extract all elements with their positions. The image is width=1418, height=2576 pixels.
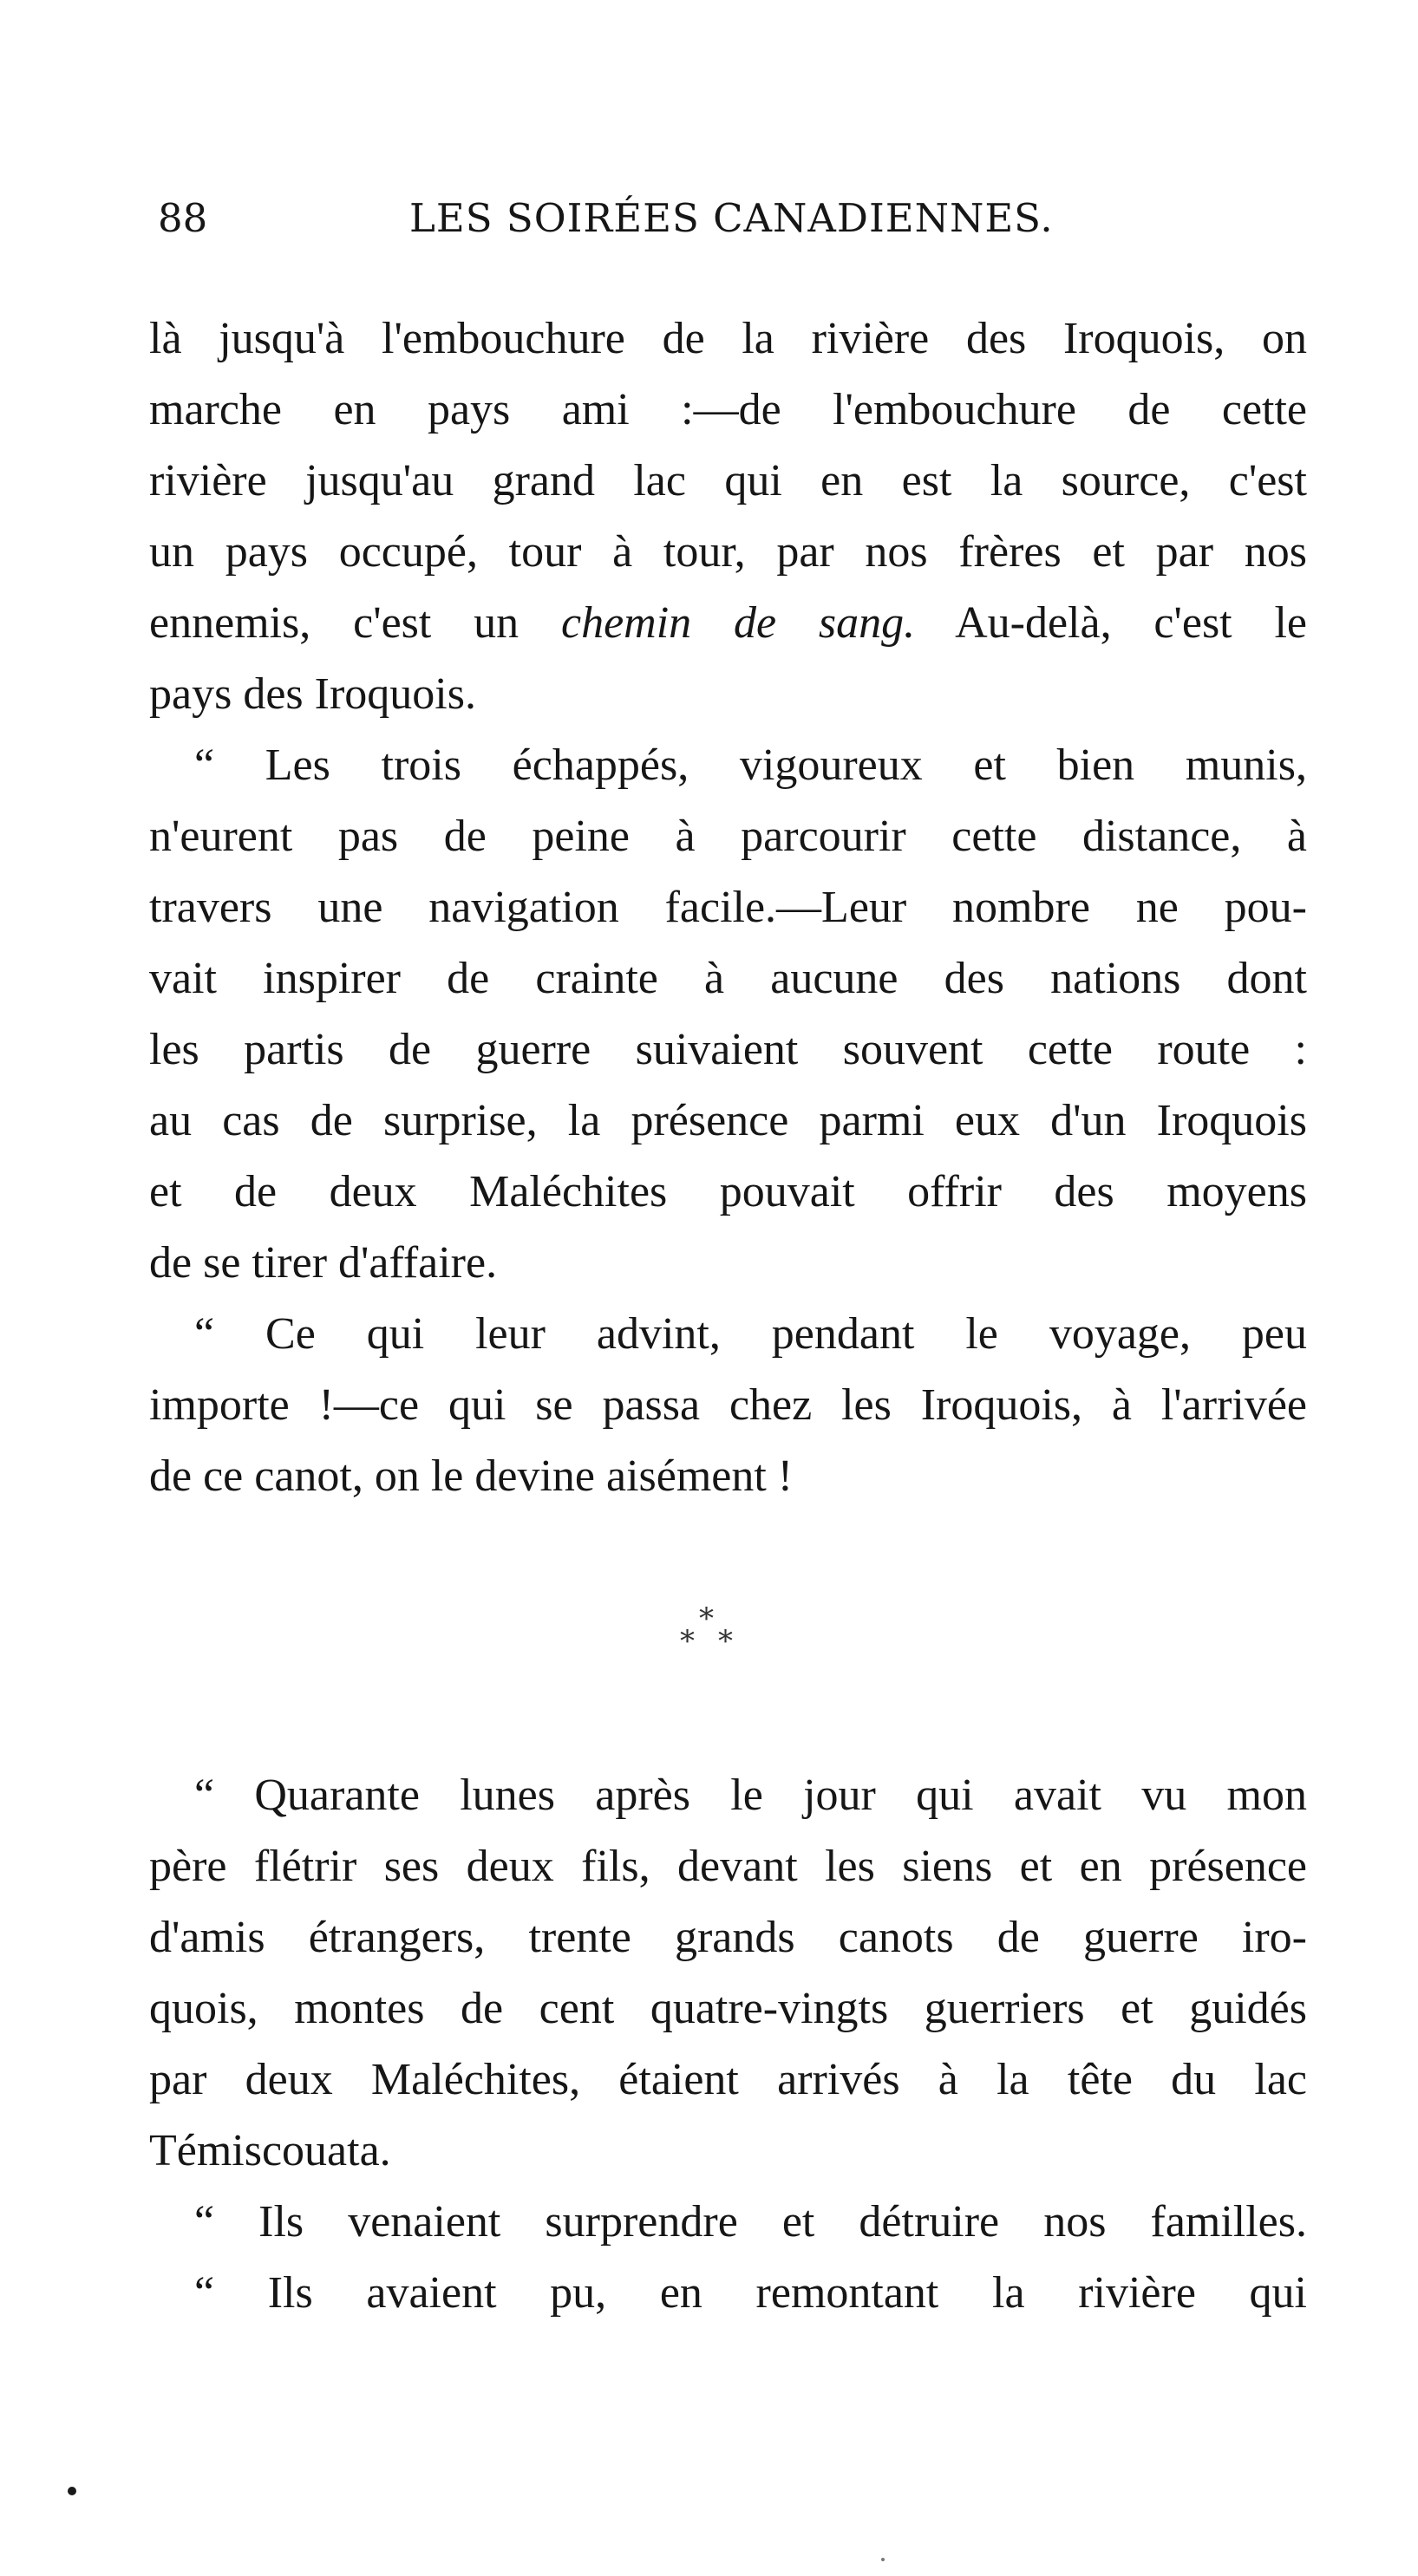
text-line: Témiscouata. xyxy=(149,2126,391,2175)
text-line: importe !—ce qui se passa chez les Iroquois, à l'arrivée xyxy=(149,1380,1307,1430)
text-line: rivière jusqu'au grand lac qui en est la source, c'est xyxy=(149,456,1307,505)
text-line: père flétrir ses deux fils, devant les siens et en présence xyxy=(149,1842,1307,1891)
text-line: “ Ce qui leur advint, pendant le voyage, peu xyxy=(194,1309,1307,1359)
text-line: pays des Iroquois. xyxy=(149,669,476,719)
print-speck xyxy=(68,2487,76,2495)
asterism-star: * xyxy=(718,1624,733,1659)
text-line: quois, montes de cent quatre-vingts guerriers et guidés xyxy=(149,1984,1307,2033)
text-line: “ Ils venaient surprendre et détruire nos familles. xyxy=(194,2197,1307,2247)
text-line: par deux Maléchites, étaient arrivés à la tête du lac xyxy=(149,2055,1307,2104)
text-line: de se tirer d'affaire. xyxy=(149,1238,498,1288)
text-line: les partis de guerre suivaient souvent cette route : xyxy=(149,1025,1307,1074)
text-line: de ce canot, on le devine aisément ! xyxy=(149,1451,794,1501)
text-line: “ Les trois échappés, vigoureux et bien munis, xyxy=(194,740,1307,790)
print-speck xyxy=(881,2558,885,2561)
text-line: “ Quarante lunes après le jour qui avait vu mon xyxy=(194,1771,1307,1820)
page-number: 88 xyxy=(158,195,208,241)
text-line: un pays occupé, tour à tour, par nos frères et par nos xyxy=(149,527,1307,577)
asterism-star: * xyxy=(680,1624,695,1659)
body-text-block-2 xyxy=(149,1760,1307,2329)
text-line: marche en pays ami :—de l'embouchure de cette xyxy=(149,385,1307,434)
asterism-star: * xyxy=(699,1601,714,1636)
text-line: vait inspirer de crainte à aucune des nations dont xyxy=(149,954,1307,1003)
body-text-block-1 xyxy=(149,303,1307,1512)
text-fragment: ennemis, c'est un xyxy=(149,598,561,648)
italic-phrase: chemin de sang. xyxy=(561,598,916,648)
running-title: LES SOIRÉES CANADIENNES. xyxy=(409,195,1054,241)
text-line: d'amis étrangers, trente grands canots de guerre iro- xyxy=(149,1913,1307,1962)
text-line: travers une navigation facile.—Leur nombre ne pou- xyxy=(149,883,1307,932)
text-line-with-italic xyxy=(149,588,1307,659)
text-line: et de deux Maléchites pouvait offrir des moyens xyxy=(149,1167,1307,1216)
section-break-asterism xyxy=(668,1601,755,1665)
text-line: là jusqu'à l'embouchure de la rivière des Iroquois, on xyxy=(149,314,1307,363)
text-fragment: Au-delà, c'est le xyxy=(915,598,1307,648)
text-line: au cas de surprise, la présence parmi eux d'un Iroquois xyxy=(149,1096,1307,1145)
text-line: “ Ils avaient pu, en remontant la rivière qui xyxy=(194,2268,1307,2318)
running-head xyxy=(158,192,1311,245)
text-line: n'eurent pas de peine à parcourir cette distance, à xyxy=(149,812,1307,861)
